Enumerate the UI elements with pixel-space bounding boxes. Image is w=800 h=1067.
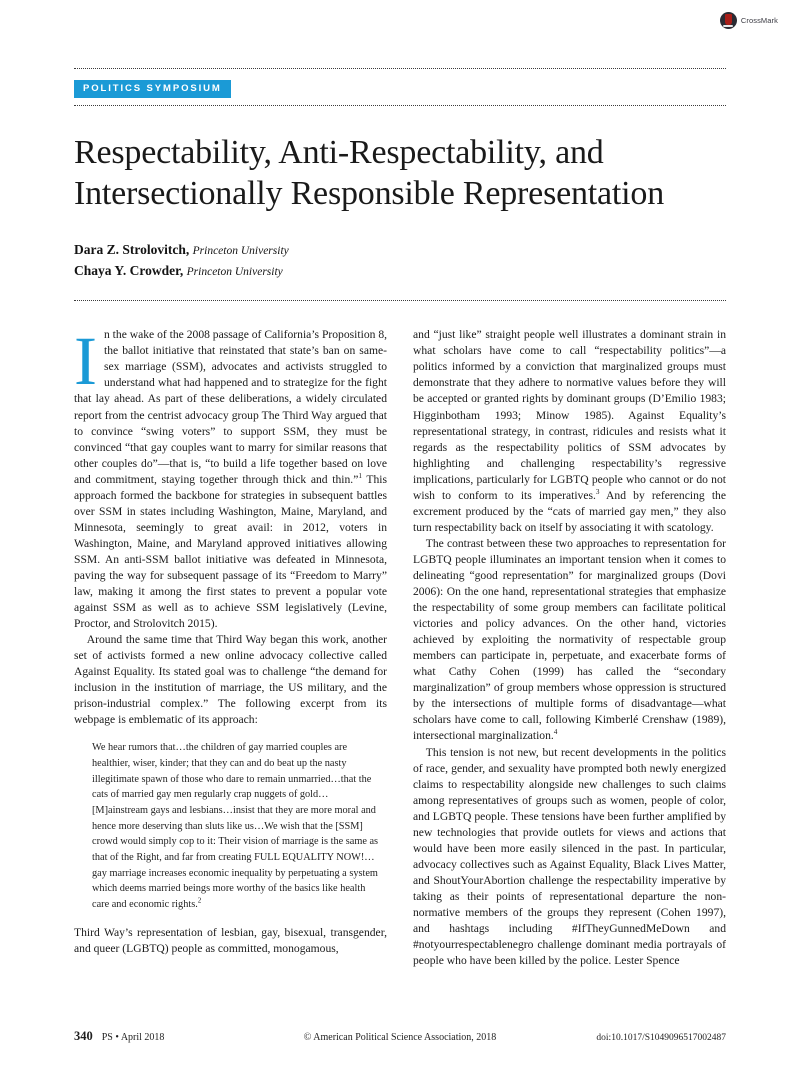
crossmark-label: CrossMark [740,16,778,25]
paragraph-intro [74,323,388,632]
footnote-marker-3[interactable]: 3 [595,487,600,496]
paragraph-respectability-tail: And by referencing the excrement produced by the “cats of married gay men,” they also turn respectability back on itself by associating it with scatology. [413,488,726,534]
journal-issue: PS • April 2018 [101,1032,165,1043]
page-title: Respectability, Anti-Respectability, and Intersectionally Responsible Representation [74,133,665,212]
top-divider [74,68,726,69]
paragraph-against-equality: Around the same time that Third Way began this work, another set of activists formed a new online advocacy collective called Against Equality. Its stated goal was to challenge “the demand for inclusion in the institution of marriage, the US military, and the prison-industrial complex.” The following excerpt from its webpage is emblematic of its approach: [74,633,387,727]
paragraph-tension: This tension is not new, but recent developments in the politics of race, gender, and sexuality have prompted both newly energized claims to respectability alongside new challenges to such claims among representatives of groups such as women, people of color, and LGBTQ people. These tensions have been further amplified by new technologies that provide outlets for views and actions that would have been more easily silenced in the past. In particular, advocacy collectives such as Against Equality, Black Lives Matter, and ShoutYourAbortion challenge the respectability imperative by taking as their points of representational departure the non-normative members of the groups they represent (Cohen 1997), and hashtags including #IfTheyGunnedMeDown and #notyourrespectablenegro challenge dominant media portrayals of people who have been killed by the police. Lester Spence [413,745,726,968]
author-affiliation: Princeton University [192,245,289,258]
paragraph-contrast [413,536,726,745]
drop-cap: I [74,323,97,400]
footnote-marker-4[interactable]: 4 [553,728,558,737]
section-kicker-wrap [74,78,726,98]
author-divider [74,300,726,301]
paragraph-contrast-text: The contrast between these two approaches to representation for LGBTQ people illuminates an important tension when it comes to delineating “good representation” for marginalized groups (Dovi 2006): On the one hand, representational strategies that emphasize the respectability of some group members can facilitate political victories and policy advances. On the other hand, victories achieved by exploiting the normativity of respectable group members can participate in, perpetuate, and exacerbate forms of what Cathy Cohen (1999) has called the “secondary marginalization” of group members whose oppression is structured by the intersections of multiple forms of disadvantage—what scholars have come to call, following Kimberlé Crenshaw (1989), intersectional marginalization. [413,536,726,743]
column-right [413,327,726,969]
footer-left [74,1029,284,1044]
page-footer [74,1029,726,1044]
paragraph-intro-text: n the wake of the 2008 passage of California’s Proposition 8, the ballot initiative that reinstated that state’s ban on same-sex marriage (SSM), advocates and activists struggled to understand what had happened and to strategize for the fight that lay ahead. As part of these deliberations, a widely circulated report from the centrist advocacy group The Third Way argued that to convince “swing voters” to support SSM, they must be convinced “that gay couples want to marry for similar reasons that other couples do”—that is, “to build a life together based on love and commitment, staying together through thick and thin.” [74,328,388,486]
blockquote-text: We hear rumors that…the children of gay married couples are healthier, wiser, kinder; that they can and do beat up the nasty illegitimate spawn of those who dare to remain unmarried…that the cats of married gay men regularly crap nuggets of gold… [M]ainstream gays and lesbians…insist that they are more moral and hence more deserving than sluts like us…We wish that the [SSM] crowd would simply cop to it: Their vision of marriage is the same as that of the Right, and far from creating FULL EQUALITY NOW!…gay marriage increases economic inequality by perpetuating a system which deems married beings more worthy of the basics like health care and economic rights. [92,742,379,910]
kicker-divider [74,105,726,106]
article-columns [74,323,726,969]
section-kicker: POLITICS SYMPOSIUM [74,80,231,98]
author-entry [74,261,726,282]
column-left [74,323,388,969]
author-name: Chaya Y. Crowder, [74,263,184,279]
paragraph-third-way: Third Way’s representation of lesbian, gay, bisexual, transgender, and queer (LGBTQ) people as committed, monogamous, [74,925,387,955]
article-frame [74,0,726,969]
crossmark-badge[interactable] [720,12,778,29]
page-number: 340 [74,1029,93,1043]
author-affiliation: Princeton University [186,266,283,279]
author-name: Dara Z. Strolovitch, [74,242,190,258]
blockquote-excerpt [74,740,387,912]
author-entry [74,240,726,261]
paragraph-respectability-text: and “just like” straight people well illustrates a dominant strain in what scholars have come to call “respectability politics”—a politics informed by a conviction that marginalized groups must demonstrate that they adhere to normative values before they will be accepted or granted rights by dominant groups (D’Emilio 1983; Higginbotham 1993; Minow 1985). Against Equality’s representational strategy, in contrast, ridicules and resists what it regards as the respectability politics of SSM advocates by highlighting and challenging respectability’s regressive implications, particularly for LGBTQ people who cannot or do not wish to conform to its imperatives. [413,328,726,502]
paragraph-intro-tail: This approach formed the backbone for strategies in subsequent battles over SSM in states including Washington, Maine, Maryland, and Minnesota, seemingly to great avail: in 2012, voters in Washington, Maine, and Maryland approved initiatives allowing SSM. An anti-SSM ballot initiative was defeated in Minnesota, paving the way for subsequent passage of its “Freedom to Marry” law, making it among the first states to prevent a popular vote against SSM as well as to achieve SSM legislatively (Levine, Proctor, and Strolovitch 2015). [74,472,387,631]
author-block [74,240,726,282]
paragraph-respectability-politics [413,327,726,536]
doi-link[interactable]: doi:10.1017/S1049096517002487 [596,1033,726,1043]
footnote-marker-2[interactable]: 2 [197,896,202,905]
copyright-notice: © American Political Science Association, 2018 [303,1032,497,1043]
footnote-marker-1[interactable]: 1 [358,471,362,480]
